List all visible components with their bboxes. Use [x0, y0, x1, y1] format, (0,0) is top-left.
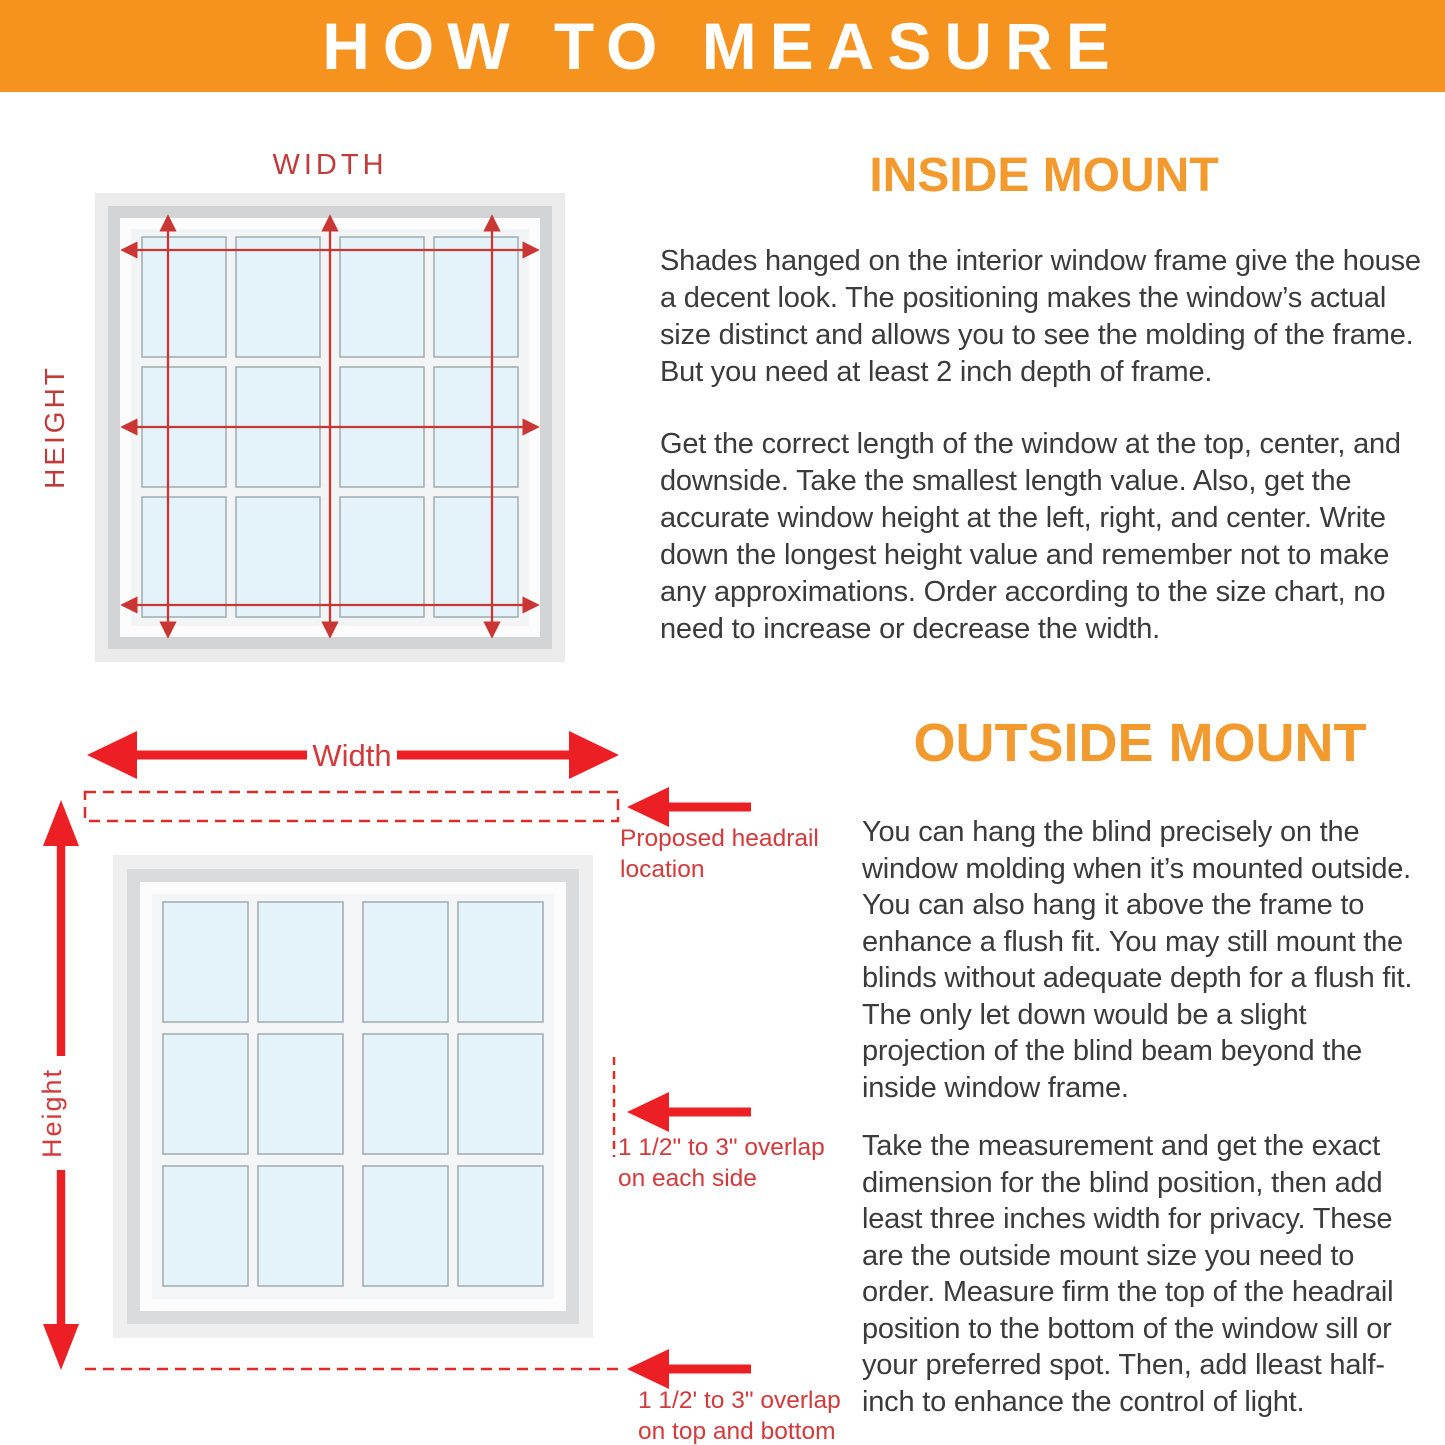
side-overlap-label-line2: on each side [618, 1165, 757, 1192]
width-label-top-diagram: WIDTH [272, 149, 388, 181]
width-label-bottom-diagram: Width [312, 738, 392, 773]
width-arrowhead-right [569, 731, 619, 779]
side-overlap-label-line1: 1 1/2" to 3" overlap [618, 1134, 825, 1161]
bottom-overlap-label-line2: on top and bottom [638, 1418, 836, 1445]
page-title: HOW TO MEASURE [322, 9, 1123, 83]
headrail-pointer-arrow [627, 787, 751, 827]
outside-mount-window-diagram [0, 705, 841, 1445]
bottom-overlap-label-line1: 1 1/2' to 3" overlap [638, 1387, 841, 1414]
outside-mount-heading: OUTSIDE MOUNT [913, 713, 1367, 773]
bottom-overlap-arrow [627, 1349, 751, 1389]
width-arrow-shaft-right [397, 751, 569, 760]
title-banner [0, 0, 1445, 92]
height-arrow-shaft-lower [57, 1170, 65, 1326]
width-arrow-shaft-left [135, 751, 307, 760]
headrail-dashed-box [85, 792, 618, 821]
outside-mount-paragraph-1: You can hang the blind precisely on the window molding when it’s mounted outside. You can also hang it above the frame to enhance a flush fit. You may still mount the blinds without adequate depth for a flush fit. The only let down would be a slight projection of the blind beam beyond the inside window frame. [862, 816, 1413, 1104]
width-arrowhead-left [87, 731, 137, 779]
outside-mount-section [862, 712, 1418, 1420]
height-arrowhead-down [43, 1324, 79, 1370]
side-overlap-arrow [627, 1092, 751, 1132]
outside-mount-paragraph-2: Take the measurement and get the exact dimension for the blind position, then add least three inches width for privacy. These are the outside mount size you need to order. Measure firm the top of the headrail position to the bottom of the window sill or your preferred spot. Then, add lleast half-inch to enhance the control of light. [862, 1130, 1394, 1418]
window-illustration [113, 855, 593, 1338]
inside-mount-paragraph-1: Shades hanged on the interior window frame give the house a decent look. The positioning makes the window’s actual size distinct and allows you to see the molding of the frame. But you need at least 2 inch depth of frame. [660, 245, 1421, 388]
headrail-label-line1: Proposed headrail [620, 825, 819, 852]
headrail-label-line2: location [620, 856, 705, 883]
inside-mount-heading: INSIDE MOUNT [869, 149, 1219, 202]
inside-mount-window-diagram [0, 120, 660, 705]
height-label-top-diagram: HEIGHT [39, 365, 70, 489]
inside-mount-section [660, 148, 1428, 648]
height-arrowhead-up [43, 800, 79, 846]
height-label-bottom-diagram: Height [37, 1067, 67, 1159]
height-arrow-shaft-upper [57, 844, 65, 1056]
inside-mount-paragraph-2: Get the correct length of the window at the top, center, and downside. Take the smallest length value. Also, get the accurate window height at the left, right, and center. Write down the longest height value and remember not to make any approximations. Order according to the size chart, no need to increase or decrease the width. [660, 428, 1401, 645]
